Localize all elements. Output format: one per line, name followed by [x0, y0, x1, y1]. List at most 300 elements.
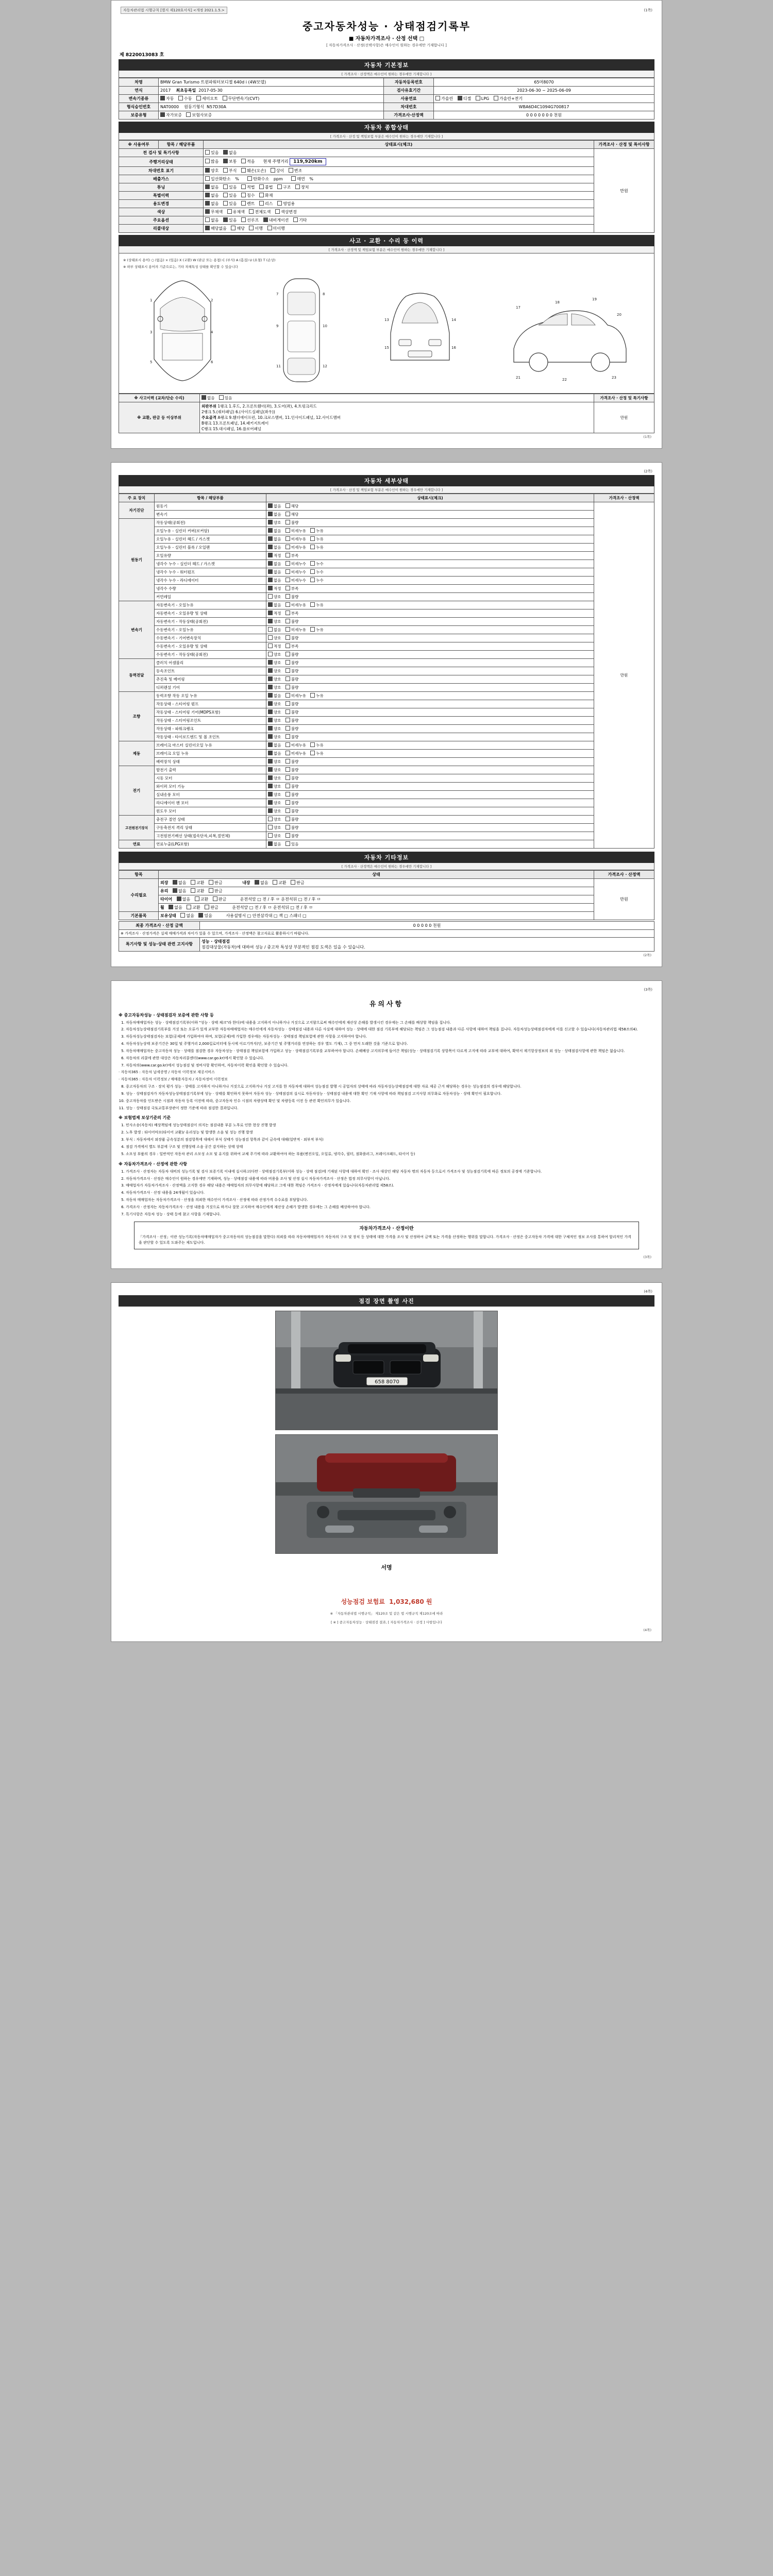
checkbox-opt[interactable] — [285, 709, 290, 714]
definition-body: 「가격조사 · 산정」이란 성능기록(자동차매매업자가 중고자동차의 성능점검을 말한다) 의뢰를 따라 자동차매매업자가 자동차의 구조 및 장치 등 상태에 대한 가격을 조사 및 산정하여 금액 또는 가격을 산정하는 행위를 말합니다. 가격조사 · 산정은 중고자동차 가격에 대한 구체적인 정보 조사를 통하여 합리적인 가격을 판단할 수 있도록 도와주는 제도입니다. — [139, 1234, 631, 1245]
checkbox-opt[interactable] — [268, 726, 273, 731]
checkbox-opt[interactable] — [268, 545, 273, 549]
checkbox-opt[interactable] — [268, 553, 273, 557]
other-state-0[interactable] — [159, 878, 594, 887]
checkbox-opt[interactable] — [268, 652, 273, 656]
checkbox-opt[interactable] — [191, 880, 195, 885]
checkbox-opt[interactable] — [173, 880, 177, 885]
detail-state[interactable] — [266, 741, 594, 749]
checkbox-opt[interactable] — [285, 734, 290, 739]
label-type-approval: 형식승인번호 — [119, 103, 159, 111]
checkbox-opt[interactable] — [223, 150, 228, 155]
detail-state[interactable] — [266, 790, 594, 799]
checkbox-opt[interactable] — [268, 759, 273, 764]
checkbox-opt[interactable] — [285, 619, 290, 623]
part-group-row — [201, 420, 592, 426]
row-state-6[interactable] — [204, 200, 594, 208]
checkbox-opt[interactable] — [205, 168, 210, 173]
checkbox-opt[interactable] — [255, 880, 259, 885]
checkbox-opt[interactable] — [285, 578, 290, 582]
opt-label: 불법 — [265, 185, 273, 190]
detail-state[interactable] — [266, 609, 594, 617]
checkbox-opt[interactable] — [268, 751, 273, 755]
checkbox-warranty-insurance[interactable] — [186, 112, 191, 117]
insurance-fee-unit: 원 — [426, 1598, 432, 1606]
checkbox-opt[interactable] — [285, 676, 290, 681]
checkbox-opt[interactable] — [205, 209, 210, 214]
checkbox-fuel-gasoline[interactable] — [435, 96, 440, 100]
checkbox-opt[interactable] — [291, 176, 296, 181]
detail-state[interactable] — [266, 576, 594, 584]
opt-label: 양호 — [274, 718, 281, 723]
opt-label: 양호 — [274, 685, 281, 690]
checkbox-opt[interactable] — [223, 168, 228, 173]
detail-state[interactable] — [266, 634, 594, 642]
col-other-state: 상태 — [159, 870, 594, 878]
checkbox-opt[interactable] — [285, 635, 290, 640]
checkbox-opt[interactable] — [285, 536, 290, 541]
checkbox-opt[interactable] — [268, 660, 273, 665]
checkbox-opt[interactable] — [268, 619, 273, 623]
checkbox-opt[interactable] — [268, 775, 273, 780]
checkbox-opt[interactable] — [293, 217, 298, 222]
detail-state[interactable] — [266, 502, 594, 510]
detail-state[interactable] — [266, 683, 594, 691]
checkbox-opt[interactable] — [205, 226, 210, 230]
list-item: 2. 자동차성능상태점검기록부를 거짓 또는 오류가 있게 교부한 자동차매매업자는 매수인에게 자동차성능 · 상태점검 내용과 다른 사실에 대하여 성능 · 상태에 대한 점검 기록부에 해당되는 책임은 그 성능점검 내용과 다른 사항에 대하여 책임을 집니다. 자동차성능상태점검자에게 이를 신고할 수 있습니다(자동차관리법 제58조의4). — [126, 1027, 654, 1032]
label-trans-type: 변속기종류 — [119, 95, 159, 103]
table-total — [119, 921, 654, 952]
checkbox-opt[interactable] — [205, 905, 209, 909]
checkbox-opt[interactable] — [177, 896, 181, 901]
checkbox-opt[interactable] — [285, 561, 290, 566]
checkbox-opt[interactable] — [173, 888, 177, 893]
col-price: 가격조사 · 산정 및 특이사항 — [594, 141, 654, 149]
checkbox-opt[interactable] — [285, 668, 290, 673]
other-state-4[interactable] — [159, 911, 594, 920]
detail-item: 브레이크 오일 누유 — [155, 749, 266, 757]
checkbox-opt[interactable] — [223, 201, 228, 206]
checkbox-opt[interactable] — [285, 726, 290, 731]
group-basic-items: 기본품목 — [119, 911, 159, 920]
part-group-row — [201, 409, 592, 415]
checkbox-opt[interactable] — [259, 184, 264, 189]
table-accident — [119, 394, 654, 433]
checkbox-warranty-self[interactable] — [160, 112, 165, 117]
row-state-9[interactable] — [204, 225, 594, 233]
detail-state[interactable] — [266, 832, 594, 840]
checkbox-opt[interactable] — [285, 627, 290, 632]
checkbox-opt[interactable] — [187, 905, 191, 909]
checkbox-opt[interactable] — [268, 520, 273, 524]
checkbox-opt[interactable] — [277, 201, 282, 206]
checkbox-fuel-diesel[interactable] — [458, 96, 462, 100]
photos-band: 점검 장면 촬영 사진 — [119, 1295, 654, 1307]
checkbox-trans-cvt[interactable] — [223, 96, 227, 100]
detail-state[interactable] — [266, 774, 594, 782]
value-fuel[interactable] — [434, 95, 654, 103]
checkbox-opt[interactable] — [271, 168, 275, 173]
page-footer-3: (3쪽) — [643, 1255, 651, 1260]
checkbox-opt[interactable] — [285, 586, 290, 590]
checkbox-opt[interactable] — [268, 784, 273, 788]
checkbox-opt[interactable] — [227, 209, 232, 214]
detail-state[interactable] — [266, 592, 594, 601]
checkbox-opt[interactable] — [285, 742, 290, 747]
checkbox-opt[interactable] — [241, 201, 246, 206]
checkbox-opt[interactable] — [268, 767, 273, 772]
checkbox-opt[interactable] — [191, 888, 195, 893]
checkbox-opt[interactable] — [205, 176, 210, 181]
checkbox-opt[interactable] — [273, 880, 277, 885]
checkbox-accident-none[interactable] — [201, 395, 206, 400]
group-self-diagnosis: 자기진단 — [119, 502, 155, 518]
checkbox-opt[interactable] — [310, 578, 315, 582]
table-row — [119, 111, 654, 120]
detail-state[interactable] — [266, 724, 594, 733]
photo-front-lift — [275, 1311, 498, 1430]
opt-label: 내비게이션 — [268, 218, 289, 223]
detail-state[interactable] — [266, 543, 594, 551]
section-other-band: 자동차 기타정보 — [119, 852, 654, 863]
detail-state[interactable] — [266, 551, 594, 560]
opt-label: 색상변경 — [280, 210, 297, 214]
value-warranty[interactable] — [159, 111, 384, 120]
detail-state[interactable] — [266, 766, 594, 774]
checkbox-opt[interactable] — [268, 817, 273, 821]
detail-state[interactable] — [266, 691, 594, 700]
checkbox-opt[interactable] — [268, 643, 273, 648]
opt-label: 불량 — [291, 520, 299, 525]
checkbox-opt[interactable] — [310, 693, 315, 698]
page-footer-4: (4쪽) — [643, 1628, 651, 1633]
label-special-notes: 특기사항 및 성능·상태 관련 고지사항 — [119, 937, 200, 951]
checkbox-opt[interactable] — [268, 561, 273, 566]
checkbox-opt[interactable] — [205, 150, 210, 155]
checkbox-fuel-electric[interactable] — [494, 96, 498, 100]
checkbox-opt[interactable] — [285, 808, 290, 813]
checkbox-opt[interactable] — [268, 578, 273, 582]
checkbox-opt[interactable] — [205, 201, 210, 206]
detail-state[interactable] — [266, 642, 594, 650]
checkbox-opt[interactable] — [291, 880, 295, 885]
checkbox-opt[interactable] — [249, 209, 254, 214]
checkbox-opt[interactable] — [285, 841, 290, 846]
other-state-3[interactable] — [159, 903, 594, 911]
checkbox-opt[interactable] — [285, 594, 290, 599]
checkbox-opt[interactable] — [310, 602, 315, 607]
checkbox-opt[interactable] — [241, 168, 246, 173]
section-accident-note: [ 가격조사 · 산정액 및 책임보험 부분은 매수인이 원하는 경우에만 기재합니다 ] — [119, 246, 654, 253]
checkbox-opt[interactable] — [205, 184, 210, 189]
detail-state[interactable] — [266, 815, 594, 823]
checkbox-opt[interactable] — [268, 586, 273, 590]
table-row — [119, 911, 654, 920]
checkbox-opt[interactable] — [285, 611, 290, 615]
list-item: 9. 성능 · 상태점검자가 자동차성능상태점검기록부에 성능 · 상태를 확인하지 못하여 자동차 성능 · 상태점검의 실시로 자동차성능 · 상태점검 내용에 대한 확인 기재 사항에 따라 책임점검 고지사항 의무화로 자동차성능 · 상태 확인이 필요합니다. — [126, 1091, 654, 1097]
checkbox-opt[interactable] — [289, 168, 293, 173]
checkbox-opt[interactable] — [310, 528, 315, 533]
checkbox-opt[interactable] — [268, 536, 273, 541]
checkbox-opt[interactable] — [259, 201, 264, 206]
other-state-2[interactable] — [159, 895, 594, 903]
checkbox-opt[interactable] — [285, 800, 290, 805]
checkbox-opt[interactable] — [268, 635, 273, 640]
checkbox-opt[interactable] — [285, 833, 290, 838]
checkbox-opt[interactable] — [285, 643, 290, 648]
checkbox-opt[interactable] — [268, 512, 273, 516]
row-state-2[interactable] — [204, 167, 594, 175]
checkbox-opt[interactable] — [180, 913, 185, 918]
row-state-3[interactable] — [204, 175, 594, 183]
detail-state[interactable] — [266, 733, 594, 741]
checkbox-opt[interactable] — [205, 193, 210, 197]
row-state-7[interactable] — [204, 208, 594, 216]
checkbox-opt[interactable] — [310, 751, 315, 755]
detail-state[interactable] — [266, 749, 594, 757]
checkbox-opt[interactable] — [285, 652, 290, 656]
checkbox-opt[interactable] — [285, 660, 290, 665]
checkbox-opt[interactable] — [285, 553, 290, 557]
checkbox-opt[interactable] — [169, 905, 173, 909]
list-item: 5. 자동차 매매업자는 자동차가격조사 · 산정을 의뢰한 매수인이 가격조사 · 산정에 따라 산정가격 수수료를 부담합니다. — [126, 1197, 654, 1203]
detail-state[interactable] — [266, 667, 594, 675]
checkbox-opt[interactable] — [223, 217, 228, 222]
table-row — [119, 683, 654, 691]
checkbox-trans-auto[interactable] — [160, 96, 165, 100]
checkbox-opt[interactable] — [268, 709, 273, 714]
col-other-price: 가격조사 · 산정액 — [594, 870, 654, 878]
parts-groups — [200, 402, 594, 433]
checkbox-opt[interactable] — [268, 627, 273, 632]
detail-state[interactable] — [266, 510, 594, 518]
section-accident-band: 사고 · 교환 · 수리 등 이력 — [119, 235, 654, 246]
checkbox-opt[interactable] — [268, 594, 273, 599]
checkbox-opt[interactable] — [231, 226, 236, 230]
checkbox-opt[interactable] — [241, 193, 246, 197]
checkbox-opt[interactable] — [285, 784, 290, 788]
checkbox-opt[interactable] — [268, 792, 273, 796]
checkbox-trans-manual[interactable] — [178, 96, 183, 100]
checkbox-opt[interactable] — [268, 676, 273, 681]
detail-state[interactable] — [266, 716, 594, 724]
checkbox-opt[interactable] — [268, 734, 273, 739]
value-accident-history[interactable] — [200, 394, 594, 402]
label-first-reg: 최초등록일 — [176, 88, 196, 93]
checkbox-opt[interactable] — [285, 685, 290, 689]
detail-state[interactable] — [266, 650, 594, 658]
detail-state[interactable] — [266, 601, 594, 609]
checkbox-opt[interactable] — [285, 718, 290, 722]
detail-state[interactable] — [266, 823, 594, 832]
list-item: 8. 중고자동차의 구조 · 장치 평가 성능 · 상태를 고지하지 아니하거나 거짓으로 고지하거나 거짓 고지를 한 자동차에 대하여 성능점검 발행 시 공업자의 상태에 따라 자동차성능상태점검에 대한 자료 제공 근거 해당하는 경우는 성능점검의 경우에 해당합니다. — [126, 1084, 654, 1090]
value-trans-type[interactable] — [159, 95, 384, 103]
detail-state[interactable] — [266, 658, 594, 667]
opt-label: 부족 — [291, 611, 299, 616]
label-fuel: 사용연료 — [384, 95, 434, 103]
checkbox-opt[interactable] — [268, 611, 273, 615]
checkbox-opt[interactable] — [223, 184, 228, 189]
opt-label: 누유 — [316, 742, 324, 748]
checkbox-opt[interactable] — [268, 569, 273, 574]
checkbox-opt[interactable] — [285, 503, 290, 508]
detail-state[interactable] — [266, 568, 594, 576]
checkbox-opt[interactable] — [285, 775, 290, 780]
checkbox-opt[interactable] — [285, 520, 290, 524]
sheet3-topbar — [119, 986, 654, 993]
detail-item: 변속기 — [155, 510, 266, 518]
checkbox-opt[interactable] — [285, 767, 290, 772]
checkbox-opt[interactable] — [268, 833, 273, 838]
detail-state[interactable] — [266, 799, 594, 807]
opt-label: 양호 — [274, 734, 281, 739]
checkbox-opt[interactable] — [247, 176, 252, 181]
opt-label: 없음 — [207, 395, 215, 400]
detail-state[interactable] — [266, 584, 594, 592]
detail-item: 작동상태 - 스티어링 펌프 — [155, 700, 266, 708]
detail-state[interactable] — [266, 518, 594, 527]
checkbox-opt[interactable] — [268, 825, 273, 829]
detail-item: 작동상태 - 스티어링 기어(MDPS포함) — [155, 708, 266, 716]
detail-state[interactable] — [266, 782, 594, 790]
checkbox-opt[interactable] — [310, 569, 315, 574]
checkbox-opt[interactable] — [249, 226, 254, 230]
checkbox-opt[interactable] — [267, 226, 272, 230]
checkbox-opt[interactable] — [241, 184, 246, 189]
checkbox-opt[interactable] — [285, 602, 290, 607]
list-item: 5. 자동차매매업자는 중고자동차 성능 · 상태를 점검한 경우 자동차성능 · 상태점검 책임보험에 가입하고 성능 · 상태점검기록부를 교부하여야 합니다. 손해배상 고지의무에 들어간 책임(성능 · 상태점검기록 상항목이 다르게 고지에 따라 교부에 대하여, 확약서 제기항상정보의 외 성능 · 상태점검사항에 관한 책임은 없습니다. — [126, 1048, 654, 1054]
table-row — [119, 592, 654, 601]
detail-state[interactable] — [266, 700, 594, 708]
checkbox-accident-yes[interactable] — [219, 395, 224, 400]
checkbox-opt[interactable] — [268, 693, 273, 698]
opt-label: 양호 — [274, 767, 281, 772]
checkbox-opt[interactable] — [275, 209, 280, 214]
doc-no-suffix: 호 — [159, 53, 164, 58]
checkbox-opt[interactable] — [285, 569, 290, 574]
checkbox-opt[interactable] — [268, 742, 273, 747]
opt-label: 불량 — [291, 709, 299, 715]
detail-state[interactable] — [266, 527, 594, 535]
checkbox-opt[interactable] — [213, 896, 217, 901]
detail-state[interactable] — [266, 840, 594, 848]
detail-item: 오일누유 - 실린더 헤드 / 가스켓 — [155, 535, 266, 543]
checkbox-fuel-lpg[interactable] — [476, 96, 480, 100]
checkbox-opt[interactable] — [268, 685, 273, 689]
checkbox-opt[interactable] — [295, 184, 300, 189]
checkbox-opt[interactable] — [268, 528, 273, 533]
checkbox-opt[interactable] — [285, 701, 290, 706]
checkbox-opt[interactable] — [285, 792, 290, 796]
checkbox-opt[interactable] — [310, 536, 315, 541]
checkbox-opt[interactable] — [259, 193, 264, 197]
checkbox-opt[interactable] — [285, 759, 290, 764]
checkbox-opt[interactable] — [205, 217, 210, 222]
opt-label: 판금 — [214, 880, 223, 885]
checkbox-opt[interactable] — [263, 217, 268, 222]
row-state-1[interactable] — [204, 157, 594, 167]
checkbox-opt[interactable] — [195, 896, 199, 901]
checkbox-opt[interactable] — [310, 545, 315, 549]
detail-item: 자동변속기 - 작동상태(공회전) — [155, 617, 266, 625]
row-state-4[interactable] — [204, 183, 594, 192]
checkbox-opt[interactable] — [209, 880, 213, 885]
checkbox-opt[interactable] — [209, 888, 213, 893]
value-first-reg: 2017-05-30 — [198, 88, 223, 93]
group-transmission: 변속기 — [119, 601, 155, 658]
opt-label: 양호 — [274, 652, 281, 657]
checkbox-opt[interactable] — [223, 193, 228, 197]
checkbox-opt[interactable] — [241, 217, 246, 222]
checkbox-trans-semi[interactable] — [196, 96, 201, 100]
checkbox-opt[interactable] — [268, 503, 273, 508]
other-state-1[interactable] — [159, 887, 594, 895]
detail-item: 추진축 및 베어링 — [155, 675, 266, 683]
checkbox-opt[interactable] — [268, 718, 273, 722]
checkbox-opt[interactable] — [277, 184, 282, 189]
checkbox-opt[interactable] — [310, 627, 315, 632]
checkbox-opt[interactable] — [198, 913, 203, 918]
checkbox-opt[interactable] — [285, 817, 290, 821]
detail-state[interactable] — [266, 535, 594, 543]
row-state-0[interactable] — [204, 149, 594, 157]
checkbox-opt[interactable] — [223, 159, 228, 163]
checkbox-opt[interactable] — [205, 159, 210, 163]
col-main-device: 주 요 장치 — [119, 494, 155, 502]
checkbox-opt[interactable] — [268, 602, 273, 607]
list-item: 4. 자동차가격조사 · 산정 내용을 24개월이 있습니다. — [126, 1190, 654, 1196]
checkbox-opt[interactable] — [268, 808, 273, 813]
detail-state[interactable] — [266, 675, 594, 683]
car-view-left — [144, 272, 221, 390]
detail-state[interactable] — [266, 560, 594, 568]
notice-section-3-title: ※ 자동차가격조사 · 산정에 관한 사항 — [119, 1161, 187, 1166]
opt-label: 미이행 — [273, 226, 285, 231]
detail-state[interactable] — [266, 617, 594, 625]
checkbox-opt[interactable] — [285, 693, 290, 698]
checkbox-opt[interactable] — [268, 668, 273, 673]
checkbox-opt[interactable] — [268, 701, 273, 706]
checkbox-opt[interactable] — [310, 561, 315, 566]
detail-state[interactable] — [266, 757, 594, 766]
checkbox-opt[interactable] — [268, 800, 273, 805]
svg-text:8: 8 — [322, 292, 325, 296]
detail-state[interactable] — [266, 708, 594, 716]
part-group-name: 주요골격 — [201, 415, 216, 420]
opt-label: 이행 — [255, 226, 263, 231]
table-row — [119, 757, 654, 766]
checkbox-opt[interactable] — [285, 751, 290, 755]
row-state-8[interactable] — [204, 216, 594, 225]
opt-label: 양호 — [274, 759, 281, 764]
checkbox-opt[interactable] — [285, 825, 290, 829]
detail-state[interactable] — [266, 807, 594, 815]
sheet-2 — [111, 462, 662, 967]
checkbox-opt[interactable] — [268, 841, 273, 846]
checkbox-opt[interactable] — [310, 742, 315, 747]
row-state-5[interactable] — [204, 192, 594, 200]
checkbox-opt[interactable] — [285, 512, 290, 516]
opt-label: 불량 — [291, 800, 299, 805]
checkbox-opt[interactable] — [285, 528, 290, 533]
emission-hc-value: ppm — [273, 177, 283, 181]
checkbox-opt[interactable] — [241, 159, 246, 163]
part-items: 15.대시패널, 16.플로어패널 — [213, 426, 261, 431]
checkbox-opt[interactable] — [285, 545, 290, 549]
col-accident-price: 가격조사 · 산정 및 특기사항 — [594, 394, 654, 402]
detail-state[interactable] — [266, 625, 594, 634]
opt-label: 없음 — [178, 880, 187, 885]
